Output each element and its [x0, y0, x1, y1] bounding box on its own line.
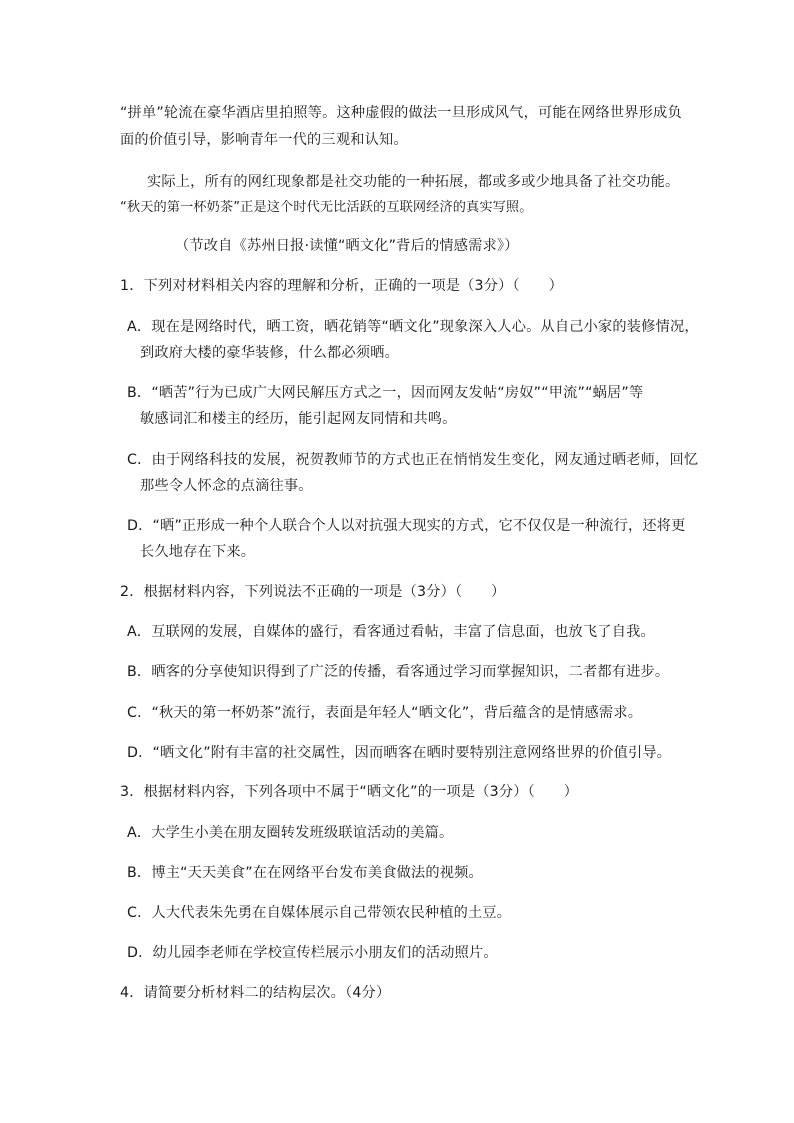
option-b-line: B．“晒苦”行为已成广大网民解压方式之一，因而网友发帖“房奴”“甲流”“蜗居”等 — [127, 385, 644, 401]
question-stem: 1．下列对材料相关内容的理解和分析，正确的一项是（3分）（ ） — [120, 278, 563, 294]
option-b-line: B．博主“天天美食”在在网络平台发布美食做法的视频。 — [127, 865, 483, 881]
option-c-line: 那些令人怀念的点滴往事。 — [140, 478, 313, 494]
question-stem: 4．请简要分析材料二的结构层次。（4分） — [120, 985, 391, 1001]
option-c-line: C．“秋天的第一杯奶茶”流行，表面是年轻人“晒文化”，背后蕴含的是情感需求。 — [127, 705, 643, 721]
option-c-line: C．由于网络科技的发展，祝贺教师节的方式也正在悄悄发生变化，网友通过晒老师，回忆 — [127, 452, 699, 468]
option-b-line: B．晒客的分享使知识得到了广泛的传播，看客通过学习而掌握知识，二者都有进步。 — [127, 664, 670, 680]
option-a-line: 到政府大楼的豪华装修，什么都必须晒。 — [140, 345, 399, 361]
option-a-line: A．互联网的发展，自媒体的盛行，看客通过看帖，丰富了信息面，也放飞了自我。 — [127, 624, 655, 640]
option-d-line: D．幼儿园李老师在学校宣传栏展示小朋友们的活动照片。 — [127, 945, 498, 961]
option-a-line: A．现在是网络时代，晒工资，晒花销等“晒文化”现象深入人心。从自己小家的装修情况， — [127, 319, 699, 335]
option-b-line: 敏感词汇和楼主的经历，能引起网友同情和共鸣。 — [140, 411, 457, 427]
body-text-line: “秋天的第一杯奶茶”正是这个时代无比活跃的互联网经济的真实写照。 — [120, 200, 533, 215]
body-text-line: “拼单”轮流在豪华酒店里拍照等。这种虚假的做法一旦形成风气，可能在网络世界形成负 — [120, 105, 682, 121]
body-text-line: 面的价值引导，影响青年一代的三观和认知。 — [120, 132, 408, 148]
option-a-line: A．大学生小美在朋友圈转发班级联谊活动的美篇。 — [127, 825, 454, 841]
source-citation: （节改自《苏州日报·读懂“晒文化”背后的情感需求》） — [175, 238, 519, 254]
option-d-line: 长久地存在下来。 — [140, 544, 256, 560]
option-c-line: C．人大代表朱先勇在自媒体展示自己带领农民种植的土豆。 — [127, 905, 512, 921]
body-text-line: 实际上，所有的网红现象都是社交功能的一种拓展，都或多或少地具备了社交功能。 — [147, 174, 680, 190]
question-stem: 2．根据材料内容，下列说法不正确的一项是（3分）（ ） — [120, 584, 506, 600]
option-d-line: D．“晒文化”附有丰富的社交属性，因而晒客在晒时要特别注意网络世界的价值引导。 — [127, 745, 672, 761]
question-stem: 3．根据材料内容，下列各项中不属于“晒文化”的一项是（3分）（ ） — [120, 784, 579, 800]
option-d-line: D．“晒”正形成一种个人联合个人以对抗强大现实的方式，它不仅仅是一种流行，还将更 — [127, 518, 686, 534]
